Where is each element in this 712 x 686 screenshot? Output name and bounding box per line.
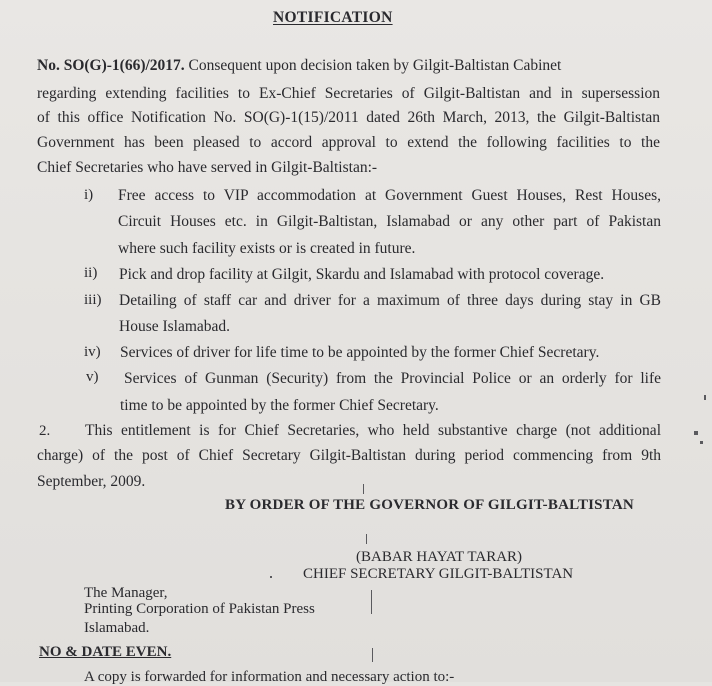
item-4-line-1: Services of driver for life time to be appointed by the former Chief Secretary.	[120, 344, 600, 361]
pen-mark	[372, 648, 373, 662]
para2-line-3: September, 2009.	[37, 473, 146, 490]
copy-forwarded-line: A copy is forwarded for information and necessary action to:-	[84, 669, 455, 685]
para1-line-3: of this office Notification No. SO(G)-1(15)/2011 dated 26th March, 2013, the Gilgit-Baltistan	[37, 109, 660, 126]
para2-line-1: This entitlement is for Chief Secretaries, who held substantive charge (not additional	[85, 422, 661, 439]
item-1-line-2: Circuit Houses etc. in Gilgit-Baltistan, Islamabad or any other part of Pakistan	[118, 213, 661, 230]
para1-line-2: regarding extending facilities to Ex-Chief Secretaries of Gilgit-Baltistan and in supersession	[37, 85, 660, 102]
address-line-3: Islamabad.	[84, 620, 150, 636]
para2-number: 2.	[39, 423, 51, 439]
speck	[704, 395, 706, 400]
item-2-number: ii)	[84, 265, 98, 281]
signatory-name: (BABAR HAYAT TARAR)	[356, 549, 523, 565]
para2-line-2: charge) of the post of Chief Secretary Gilgit-Baltistan during period commencing from 9th	[37, 447, 661, 464]
by-order-line: BY ORDER OF THE GOVERNOR OF GILGIT-BALTISTAN	[225, 497, 634, 513]
item-5-number: v)	[86, 369, 99, 385]
item-1-line-1: Free access to VIP accommodation at Government Guest Houses, Rest Houses,	[118, 187, 661, 204]
para1-line-1	[37, 57, 658, 75]
item-2-line-1: Pick and drop facility at Gilgit, Skardu and Islamabad with protocol coverage.	[119, 266, 605, 283]
item-4-number: iv)	[84, 344, 101, 360]
pen-mark	[371, 590, 372, 614]
speck	[700, 441, 703, 444]
address-line-2: Printing Corporation of Pakistan Press	[84, 601, 315, 617]
item-3-line-2: House Islamabad.	[119, 318, 231, 335]
signatory-designation: CHIEF SECRETARY GILGIT-BALTISTAN	[303, 566, 574, 582]
pen-mark	[363, 484, 364, 494]
notification-ref-number: No. SO(G)-1(66)/2017.	[37, 57, 185, 74]
item-3-line-1: Detailing of staff car and driver for a maximum of three days during stay in GB	[119, 292, 661, 309]
item-1-number: i)	[84, 187, 94, 203]
pen-mark	[366, 534, 367, 544]
para1-text-1: Consequent upon decision taken by Gilgit-Baltistan Cabinet	[188, 57, 562, 74]
speck	[694, 431, 698, 435]
item-1-line-3: where such facility exists or is created in future.	[118, 240, 416, 257]
item-3-number: iii)	[84, 292, 102, 308]
notification-title: NOTIFICATION	[273, 9, 393, 26]
para1-line-5: Chief Secretaries who have served in Gilgit-Baltistan:-	[37, 159, 378, 176]
address-line-1: The Manager,	[84, 585, 168, 601]
para1-line-4: Government has been pleased to accord approval to extend the following facilities to the	[37, 134, 660, 151]
speck	[270, 576, 272, 578]
item-5-line-2: time to be appointed by the former Chief Secretary.	[120, 397, 439, 414]
no-date-even: NO & DATE EVEN.	[39, 644, 172, 660]
item-5-line-1: Services of Gunman (Security) from the Provincial Police or an orderly for life	[124, 370, 661, 387]
